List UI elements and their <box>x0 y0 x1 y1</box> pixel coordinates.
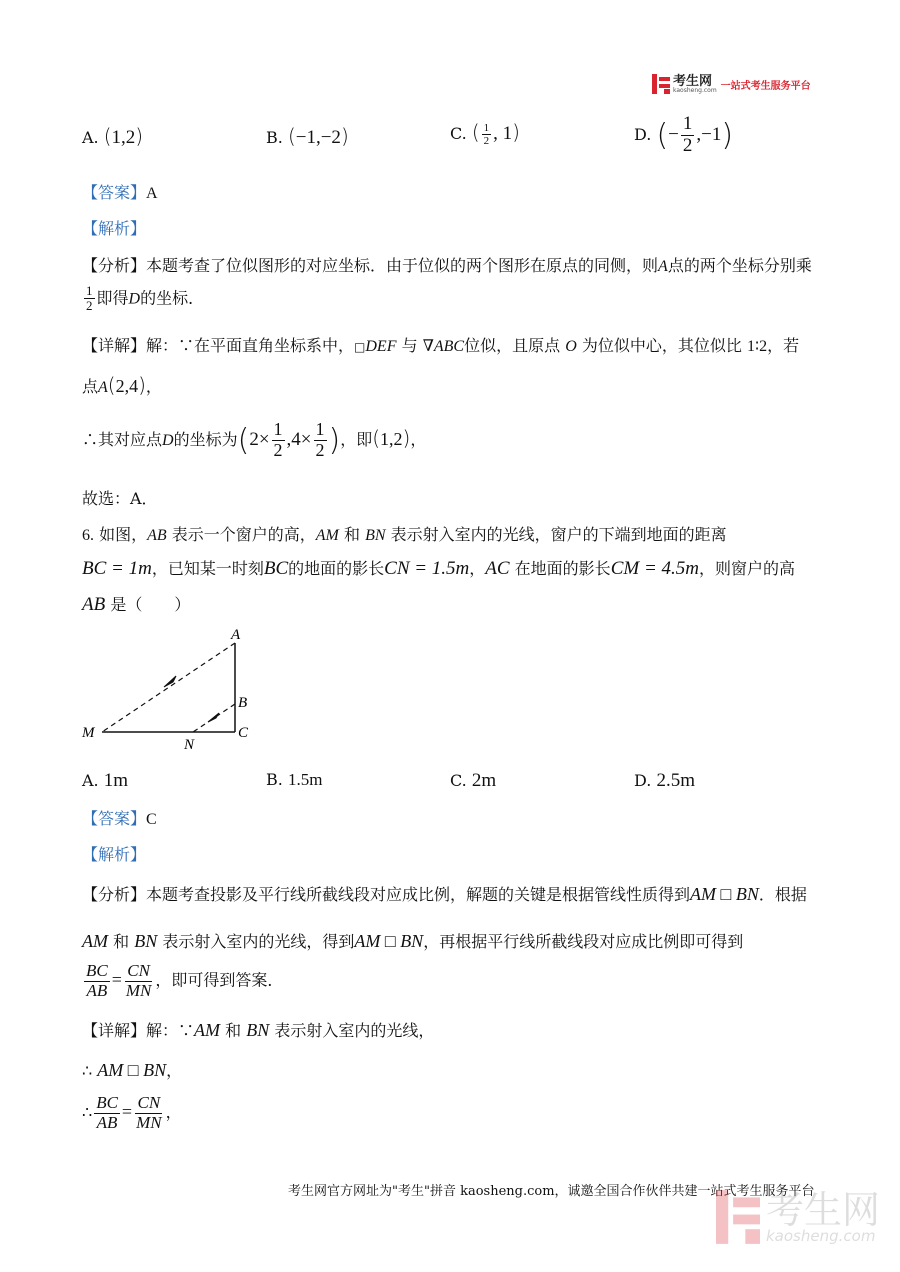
fig-label-b: B <box>238 695 248 711</box>
q6-option-a: A. 1m <box>82 770 129 791</box>
q5-fenxi: 【分析】本题考查了位似图形的对应坐标．由于位似的两个图形在原点的同侧，则A点的两个坐标分别乘 <box>82 256 812 275</box>
q6-line3: AB 是（ ） <box>82 594 191 615</box>
q6-figure <box>80 625 270 755</box>
fig-arrow-am <box>164 676 176 687</box>
fig-label-c: C <box>238 725 249 741</box>
q6-so-2: ∴ $\frac{BC}{AB}$ = $\frac{CN}{MN}$ ， <box>82 1093 182 1132</box>
watermark-icon <box>716 1190 760 1244</box>
q5-fenxi-line2: $\frac{1}{2}$ 即得D的坐标． <box>86 283 205 314</box>
q6-option-b: B. 1.5m <box>266 770 323 789</box>
q6-so-1: ∴ AM □ BN， <box>82 1060 183 1080</box>
q6-fenxi: 【分析】本题考查投影及平行线所截线段对应成比例，解题的关键是根据管线性质得到AM □ BN．根据 <box>82 884 807 904</box>
kaosheng-logo <box>652 74 811 94</box>
q6-jiexi-tag: 【解析】 <box>82 845 147 864</box>
q6-fenxi-line2: AM 和 BN 表示射入室内的光线，得到AM □ BN，再根据平行线所截线段对应成比例即可得到 <box>82 931 744 951</box>
q5-option-c: C. ( $\frac{1}{2}$ , 1) <box>450 120 520 147</box>
q6-option-d: D. 2.5m <box>634 770 695 791</box>
fig-label-n: N <box>184 737 195 753</box>
q6-answer: 【答案】C <box>82 809 157 828</box>
q5-option-a: A. (1,2) <box>82 124 144 148</box>
q6-line2: BC = 1m，已知某一时刻BC的地面的影长CN = 1.5m，AC 在地面的影长CM = 4.5m，则窗户的高 <box>82 558 795 579</box>
footer-text: 考生网官方网址为"考生"拼音 kaosheng.com，诚邀全国合作伙伴共建一站式考生服务平台 <box>288 1184 815 1199</box>
q6-line1: 6. 如图，AB 表示一个窗户的高，AM 和 BN 表示射入室内的光线，窗户的下端到地面的距离 <box>82 525 727 544</box>
fig-label-m: M <box>82 725 95 741</box>
logo-slogan: 一站式考生服务平台 <box>720 80 811 92</box>
q5-xiangjie: 【详解】解：∵在平面直角坐标系中，□DEF 与 ∇ABC位似，且原点 O 为位似中心，其位似比 1∶2，若 <box>82 336 800 355</box>
fig-arrow-bn <box>208 713 219 722</box>
q6-fenxi-line3: $\frac{BC}{AB}$ = $\frac{CN}{MN}$ ，即可得到答案． <box>86 961 284 1000</box>
q5-answer: 【答案】A <box>82 183 158 202</box>
kaosheng-logo-icon <box>652 74 670 94</box>
q5-option-d: D. (− $\frac{1}{2}$ ,−1) <box>634 113 734 156</box>
q5-jiexi-tag: 【解析】 <box>82 219 147 238</box>
fig-label-a: A <box>231 627 241 643</box>
q5-option-b: B. (−1,−2) <box>266 124 349 148</box>
watermark <box>716 1187 881 1245</box>
logo-name: 考生网 <box>673 73 713 89</box>
q6-option-c: C. 2m <box>450 770 497 791</box>
q5-guxuan: 故选：A． <box>82 489 158 508</box>
logo-url: kaosheng.com <box>673 86 717 94</box>
watermark-name: 考生网 <box>766 1187 881 1232</box>
q5-xiangjie-line2: 点A(2,4)， <box>82 373 162 397</box>
q5-xiangjie-line3: ∴其对应点D的坐标为(2× $\frac{1}{2}$ ,4× $\frac{1}{2}$ )，即(1,2)， <box>82 419 427 460</box>
watermark-url: kaosheng.com <box>766 1226 876 1245</box>
q6-xiangjie: 【详解】解：∵AM 和 BN 表示射入室内的光线， <box>82 1020 435 1040</box>
